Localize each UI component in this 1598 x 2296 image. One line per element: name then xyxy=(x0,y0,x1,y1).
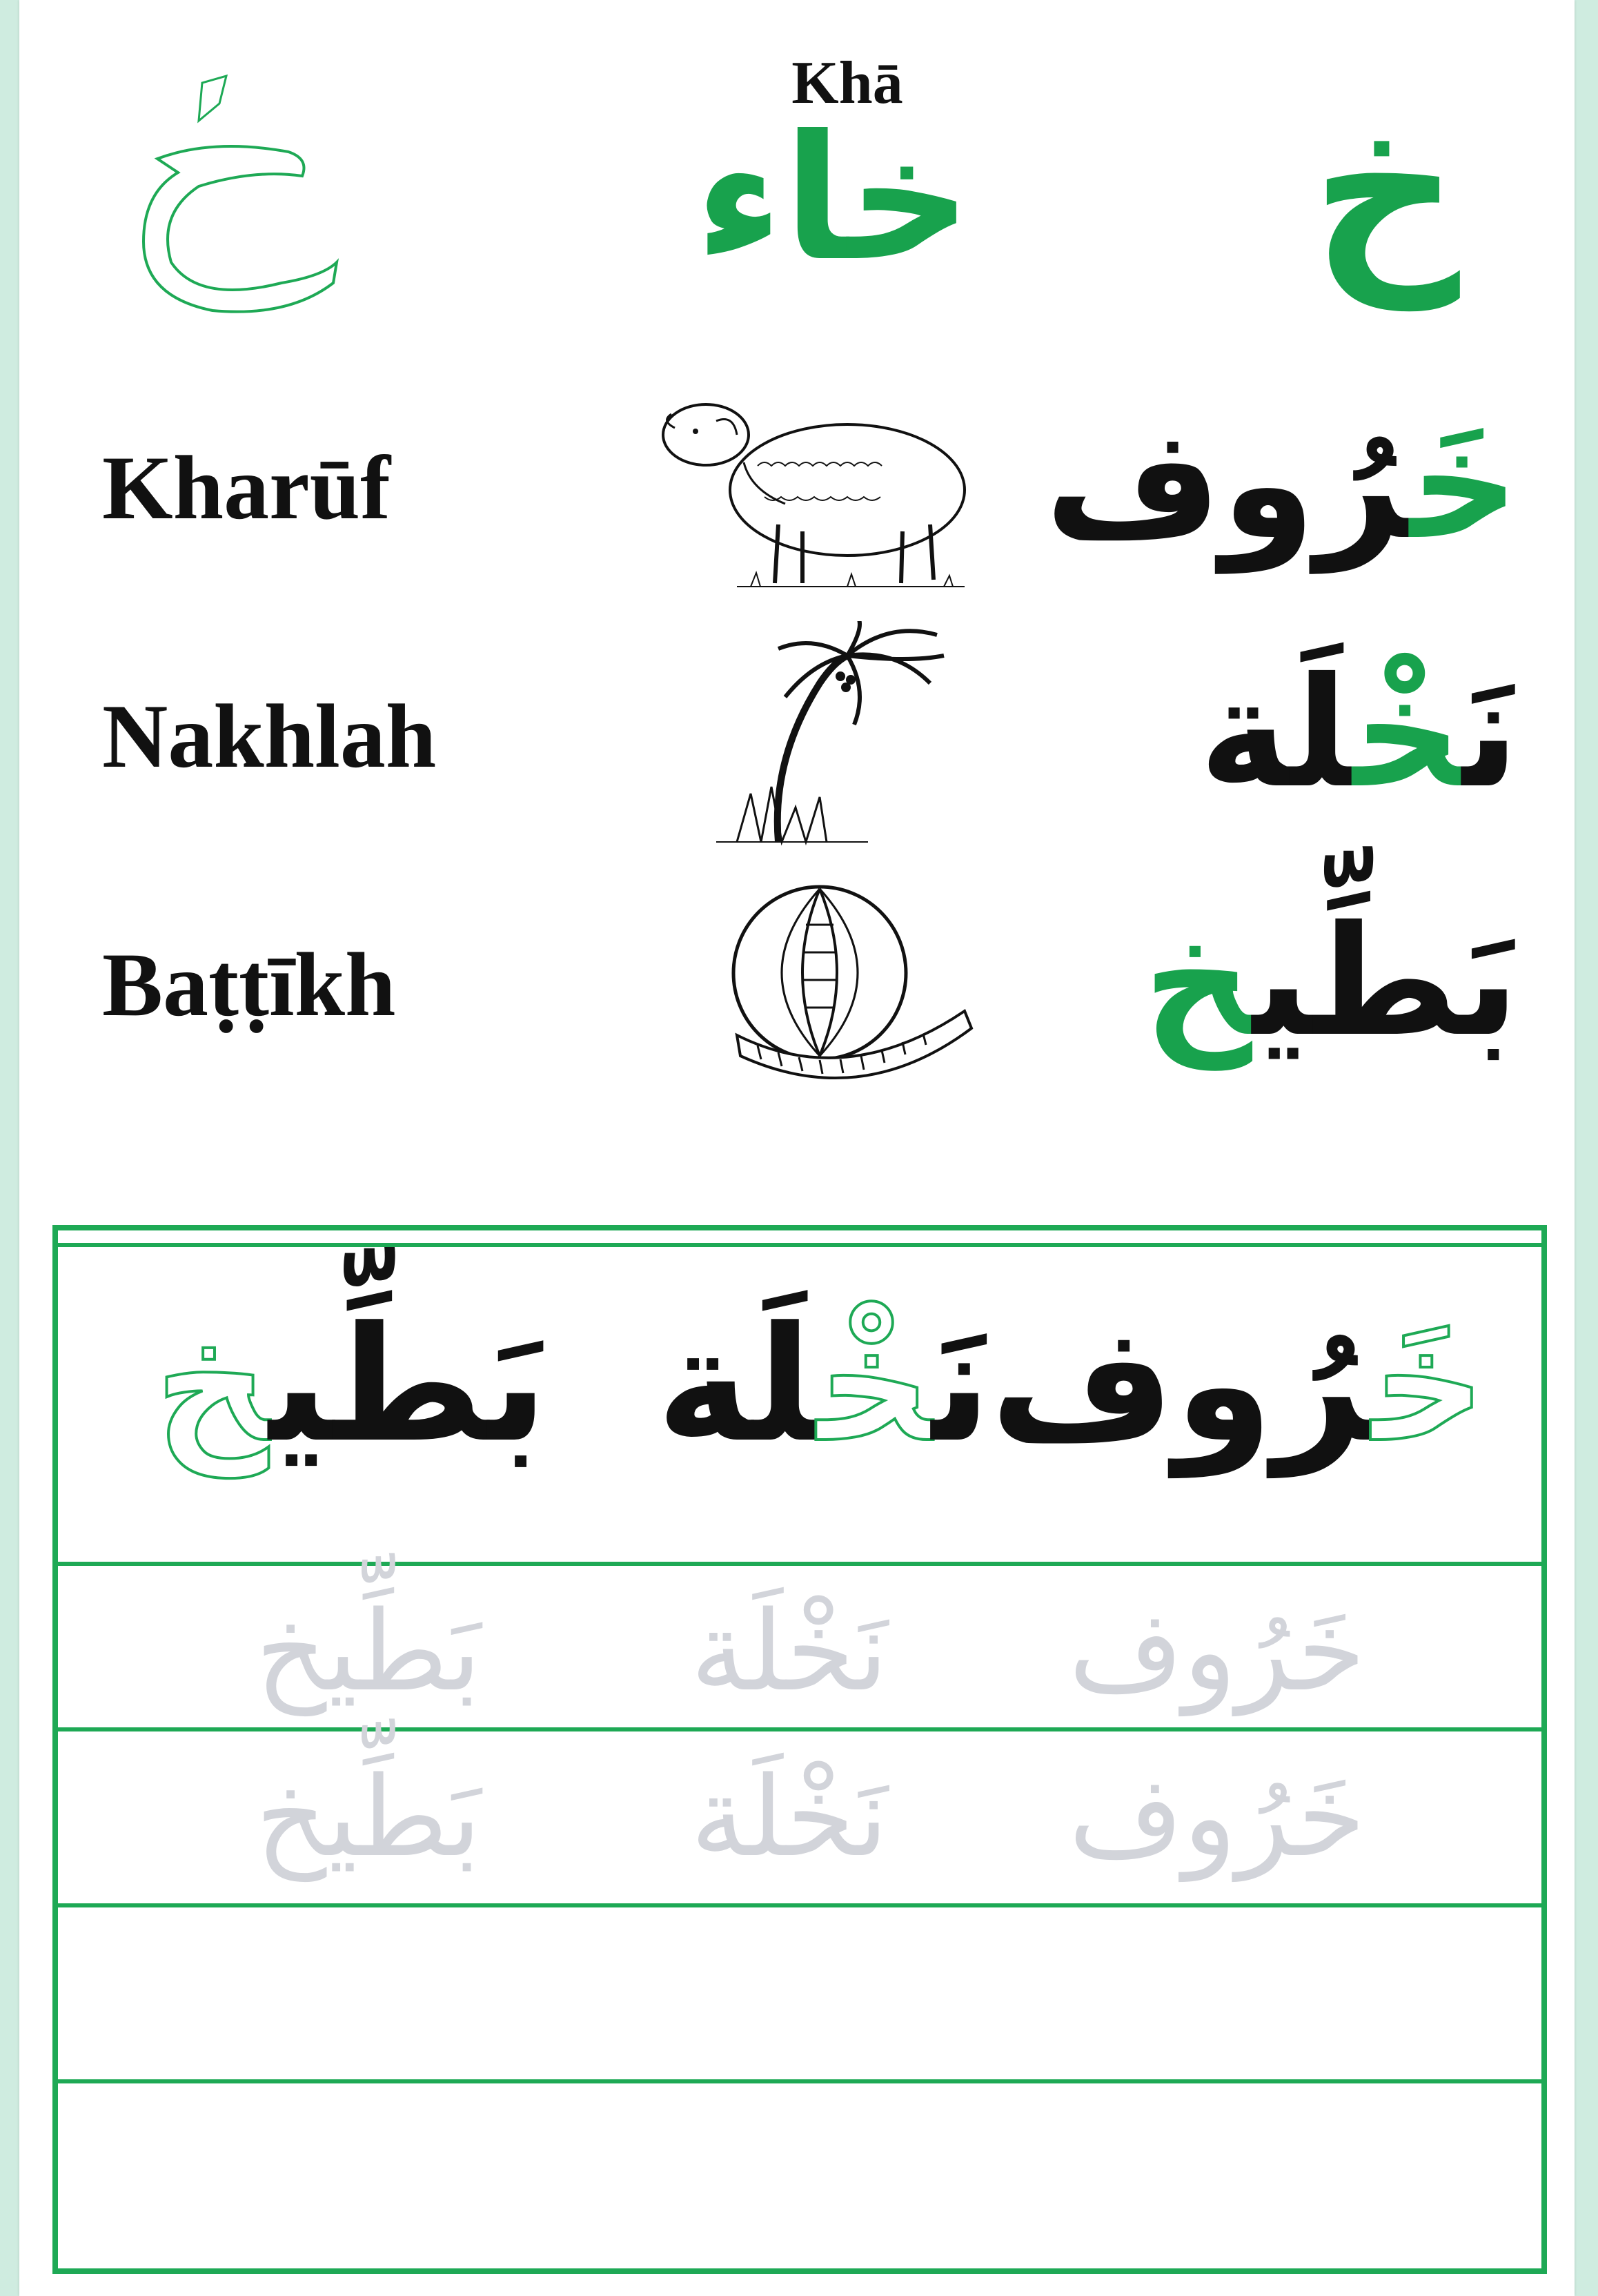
translit-nakhlah: Nakhlah xyxy=(102,685,437,787)
arabic-word-kharuf-rest: رُوف xyxy=(1045,396,1410,573)
trace-row-2 xyxy=(58,1734,1541,1900)
blank-writing-row-1[interactable] xyxy=(58,1910,1541,2076)
arabic-word-kharuf-accent: خَ xyxy=(1410,396,1519,573)
practice-model-battikh-pre: بَطِّي xyxy=(268,1293,548,1478)
trace-row-1-nakhlah[interactable]: نَخْلَة xyxy=(690,1587,889,1716)
worksheet-page xyxy=(19,0,1575,2296)
translit-battikh: Baṭṭīkh xyxy=(102,934,396,1035)
trace-row-1-kharuf[interactable]: خَرُوف xyxy=(1068,1587,1366,1716)
arabic-word-kharuf xyxy=(1036,393,1519,576)
arabic-word-nakhlah-accent: خْ xyxy=(1352,645,1463,821)
arabic-word-nakhlah-rest: لَة xyxy=(1198,645,1353,821)
practice-rule-2 xyxy=(58,1727,1541,1731)
word-row-kharuf xyxy=(19,373,1575,600)
practice-box xyxy=(52,1225,1547,2274)
trace-row-1 xyxy=(58,1569,1541,1734)
blank-writing-row-2[interactable] xyxy=(58,2086,1541,2266)
letter-isolated-arabic: خ xyxy=(1310,69,1461,310)
practice-top-rule xyxy=(58,1243,1541,1247)
practice-model-kharuf-rest: رُوف xyxy=(990,1293,1372,1478)
practice-rule-3 xyxy=(58,1903,1541,1907)
practice-model-kharuf-accent: خَ xyxy=(1372,1293,1486,1478)
practice-model-battikh-accent: خ xyxy=(154,1293,269,1478)
practice-model-nakhlah-accent: خْ xyxy=(817,1293,932,1478)
trace-row-2-battikh[interactable]: بَطِّيخ xyxy=(255,1752,482,1881)
sheep-drawing xyxy=(640,373,999,600)
translit-kharuf: Kharūf xyxy=(102,437,391,538)
arabic-word-battikh-accent: خ xyxy=(1143,893,1253,1070)
arabic-word-battikh-pre: بَطِّي xyxy=(1252,893,1519,1070)
practice-model-kharuf xyxy=(990,1293,1486,1478)
arabic-word-nakhlah xyxy=(1036,642,1519,824)
letter-outline-tracing xyxy=(116,55,378,317)
palm-tree-drawing xyxy=(640,621,999,849)
trace-row-2-nakhlah[interactable]: نَخْلَة xyxy=(690,1752,889,1881)
word-row-nakhlah xyxy=(19,621,1575,849)
letter-name-arabic: خاء xyxy=(695,98,972,299)
practice-model-nakhlah-rest: لَة xyxy=(656,1293,818,1478)
practice-model-nakhlah-pre: نَ xyxy=(931,1293,992,1478)
word-row-battikh xyxy=(19,870,1575,1097)
practice-rule-1 xyxy=(58,1562,1541,1566)
practice-model-battikh xyxy=(154,1293,548,1478)
trace-row-2-kharuf[interactable]: خَرُوف xyxy=(1068,1752,1366,1881)
practice-model-nakhlah xyxy=(631,1293,1017,1478)
arabic-word-nakhlah-pre: نَ xyxy=(1462,645,1519,821)
practice-rule-4 xyxy=(58,2079,1541,2083)
practice-model-row xyxy=(58,1244,1541,1520)
watermelon-drawing xyxy=(640,870,999,1097)
trace-row-1-battikh[interactable]: بَطِّيخ xyxy=(255,1587,482,1716)
letter-transliteration-title: Khā xyxy=(791,50,903,117)
arabic-word-battikh xyxy=(1036,890,1519,1072)
